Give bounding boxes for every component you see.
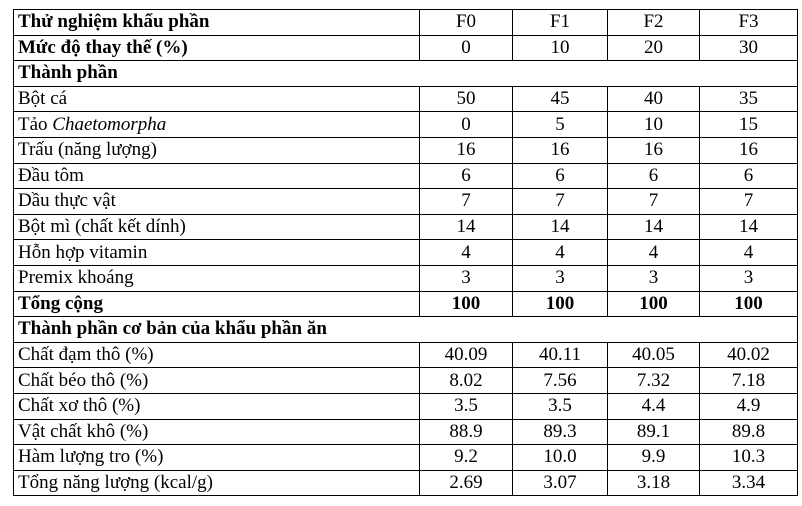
composition-value: 89.1: [608, 419, 700, 445]
composition-value: 40.02: [700, 342, 798, 368]
ingredient-value: 16: [420, 137, 513, 163]
ingredient-label: Đầu tôm: [14, 163, 420, 189]
ingredient-row: [14, 189, 798, 215]
total-value: 100: [700, 291, 798, 317]
total-row: [14, 291, 798, 317]
ingredient-value: 6: [608, 163, 700, 189]
ingredient-value: 4: [700, 240, 798, 266]
header-f0: F0: [420, 10, 513, 36]
composition-value: 7.56: [513, 368, 608, 394]
composition-value: 3.18: [608, 470, 700, 496]
header-f3: F3: [700, 10, 798, 36]
ingredient-value: 45: [513, 86, 608, 112]
ingredient-value: 3: [608, 265, 700, 291]
ingredient-row: [14, 265, 798, 291]
ingredient-label: Hỗn hợp vitamin: [14, 240, 420, 266]
ingredient-label: Bột mì (chất kết dính): [14, 214, 420, 240]
composition-value: 89.8: [700, 419, 798, 445]
composition-row: [14, 368, 798, 394]
composition-label: Hàm lượng tro (%): [14, 445, 420, 471]
replacement-value: 20: [608, 35, 700, 61]
composition-value: 3.34: [700, 470, 798, 496]
composition-value: 4.9: [700, 393, 798, 419]
composition-row: [14, 393, 798, 419]
ingredient-label: [14, 112, 420, 138]
total-value: 100: [608, 291, 700, 317]
ingredient-row: [14, 163, 798, 189]
composition-value: 3.5: [513, 393, 608, 419]
composition-value: 89.3: [513, 419, 608, 445]
ingredient-label: Premix khoáng: [14, 265, 420, 291]
replacement-value: 0: [420, 35, 513, 61]
composition-value: 8.02: [420, 368, 513, 394]
ingredient-value: 7: [608, 189, 700, 215]
composition-value: 7.32: [608, 368, 700, 394]
ingredient-value: 4: [513, 240, 608, 266]
diet-formulation-table: [13, 9, 798, 496]
composition-row: [14, 342, 798, 368]
composition-value: 3.5: [420, 393, 513, 419]
ingredient-row: [14, 137, 798, 163]
composition-value: 40.09: [420, 342, 513, 368]
ingredient-value: 14: [420, 214, 513, 240]
composition-label: Vật chất khô (%): [14, 419, 420, 445]
ingredient-value: 35: [700, 86, 798, 112]
composition-value: 40.05: [608, 342, 700, 368]
header-label: Thử nghiệm khẩu phần: [14, 10, 420, 36]
ingredient-value: 7: [700, 189, 798, 215]
total-value: 100: [513, 291, 608, 317]
ingredient-value: 6: [700, 163, 798, 189]
ingredient-label-prefix: Tảo: [18, 113, 53, 135]
ingredient-value: 16: [513, 137, 608, 163]
ingredient-value: 10: [608, 112, 700, 138]
replacement-value: 10: [513, 35, 608, 61]
total-label: Tổng cộng: [14, 291, 420, 317]
header-f1: F1: [513, 10, 608, 36]
header-row: [14, 10, 798, 36]
ingredient-value: 6: [513, 163, 608, 189]
ingredient-value: 3: [513, 265, 608, 291]
ingredient-value: 4: [420, 240, 513, 266]
ingredient-value: 14: [608, 214, 700, 240]
replacement-label: Mức độ thay thế (%): [14, 35, 420, 61]
ingredient-label: Dầu thực vật: [14, 189, 420, 215]
composition-value: 88.9: [420, 419, 513, 445]
ingredient-value: 6: [420, 163, 513, 189]
ingredients-section-title: Thành phần: [14, 61, 798, 87]
ingredient-value: 16: [700, 137, 798, 163]
ingredient-value: 50: [420, 86, 513, 112]
replacement-value: 30: [700, 35, 798, 61]
ingredient-value: 7: [513, 189, 608, 215]
ingredient-value: 4: [608, 240, 700, 266]
ingredient-row: [14, 240, 798, 266]
composition-value: 40.11: [513, 342, 608, 368]
ingredient-value: 7: [420, 189, 513, 215]
ingredient-value: 3: [700, 265, 798, 291]
ingredient-value: 15: [700, 112, 798, 138]
composition-section-title: Thành phần cơ bản của khẩu phần ăn: [14, 317, 798, 343]
header-f2: F2: [608, 10, 700, 36]
composition-value: 4.4: [608, 393, 700, 419]
composition-label: Chất đạm thô (%): [14, 342, 420, 368]
ingredient-value: 16: [608, 137, 700, 163]
ingredient-value: 3: [420, 265, 513, 291]
ingredient-value: 14: [700, 214, 798, 240]
ingredient-row: [14, 86, 798, 112]
composition-section-row: [14, 317, 798, 343]
ingredient-label: Bột cá: [14, 86, 420, 112]
composition-value: 10.3: [700, 445, 798, 471]
composition-label: Tổng năng lượng (kcal/g): [14, 470, 420, 496]
ingredients-section-row: [14, 61, 798, 87]
ingredient-row: [14, 214, 798, 240]
composition-value: 9.9: [608, 445, 700, 471]
composition-value: 10.0: [513, 445, 608, 471]
total-value: 100: [420, 291, 513, 317]
ingredient-label-species: Chaetomorpha: [52, 113, 167, 135]
ingredient-value: 0: [420, 112, 513, 138]
composition-value: 7.18: [700, 368, 798, 394]
composition-value: 9.2: [420, 445, 513, 471]
replacement-row: [14, 35, 798, 61]
composition-label: Chất xơ thô (%): [14, 393, 420, 419]
ingredient-value: 5: [513, 112, 608, 138]
composition-row: [14, 470, 798, 496]
composition-value: 2.69: [420, 470, 513, 496]
ingredient-value: 40: [608, 86, 700, 112]
ingredient-value: 14: [513, 214, 608, 240]
composition-value: 3.07: [513, 470, 608, 496]
ingredient-label: Trấu (năng lượng): [14, 137, 420, 163]
composition-row: [14, 445, 798, 471]
composition-row: [14, 419, 798, 445]
composition-label: Chất béo thô (%): [14, 368, 420, 394]
ingredient-row: [14, 112, 798, 138]
